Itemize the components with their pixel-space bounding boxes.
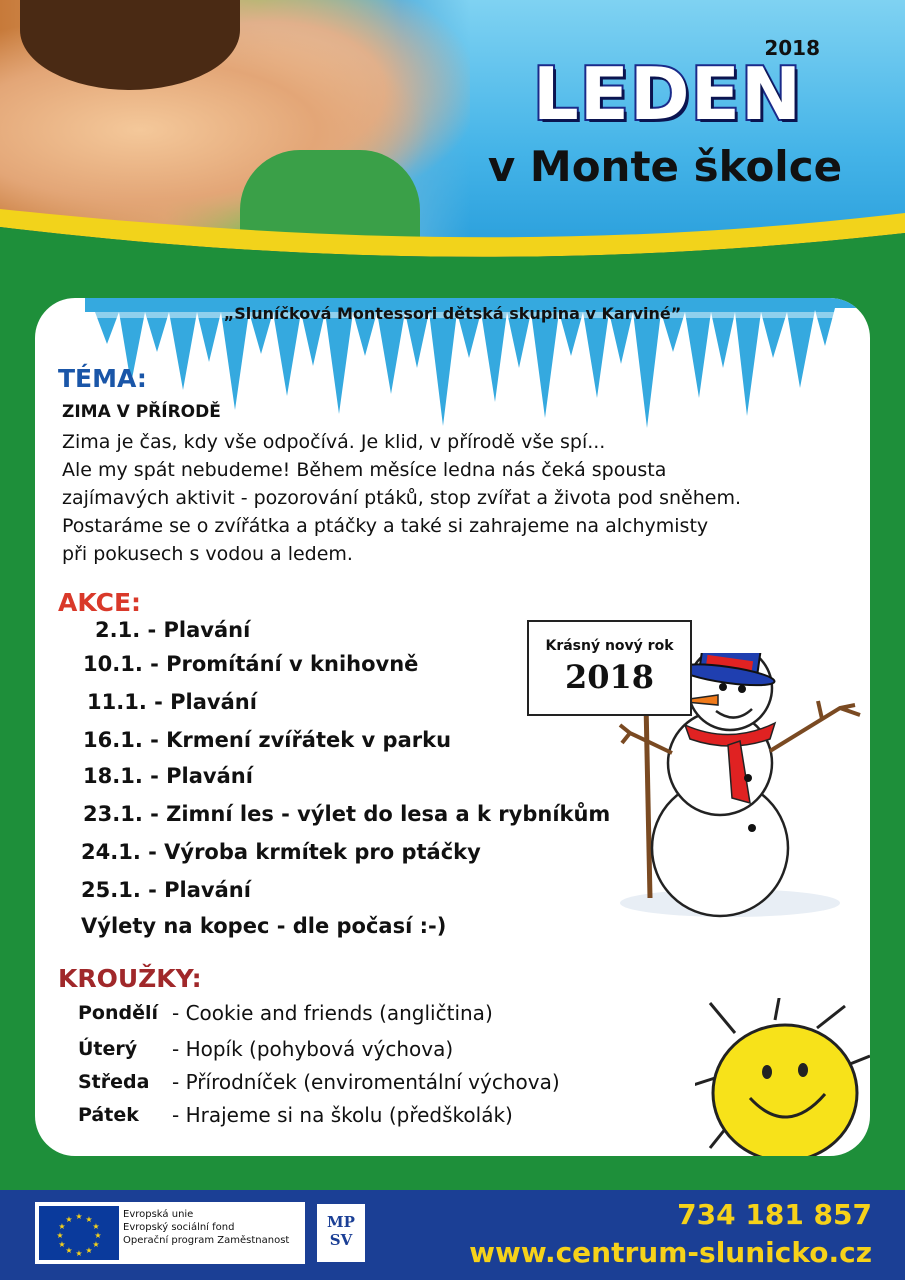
event-item: 25.1. - Plavání: [81, 878, 251, 902]
svg-text:★: ★: [85, 1215, 93, 1224]
tema-heading: TÉMA:: [58, 364, 147, 393]
sun-illustration: [695, 998, 870, 1156]
svg-text:★: ★: [58, 1222, 66, 1231]
mpsv-line1: MP: [327, 1213, 355, 1231]
svg-text:★: ★: [75, 1249, 83, 1258]
mpsv-line2: SV: [329, 1231, 353, 1249]
svg-text:★: ★: [94, 1231, 102, 1240]
eu-line: Evropská unie: [123, 1209, 194, 1220]
group-name: „Sluníčková Montessori dětská skupina v Karviné”: [223, 304, 682, 323]
new-year-sign: [527, 620, 692, 716]
krouzek-day: Pátek: [78, 1104, 139, 1126]
footer-bar: [0, 1190, 905, 1280]
svg-text:★: ★: [65, 1215, 73, 1224]
page-subtitle: v Monte školce: [487, 142, 843, 191]
tema-line: Zima je čas, kdy vše odpočívá. Je klid, v přírodě vše spí...: [62, 431, 606, 453]
tema-text: [62, 428, 862, 568]
sign-line2: 2018: [564, 658, 655, 696]
svg-text:★: ★: [85, 1246, 93, 1255]
tema-line: zajímavých aktivit - pozorování ptáků, stop zvířat a života pod sněhem.: [62, 487, 742, 509]
content-card: [35, 298, 870, 1156]
header-wave: [0, 205, 905, 295]
tema-subheading: ZIMA V PŘÍRODĚ: [62, 402, 221, 422]
eu-flag-icon: [39, 1206, 119, 1260]
page-title: LEDEN: [532, 52, 803, 136]
krouzek-day: Úterý: [78, 1038, 138, 1060]
eu-logo-box: [35, 1202, 305, 1264]
sign-line1: Krásný nový rok: [545, 638, 674, 654]
header-year: 2018: [764, 36, 820, 60]
svg-text:★: ★: [58, 1240, 66, 1249]
event-item: 24.1. - Výroba krmítek pro ptáčky: [81, 840, 481, 864]
akce-heading: AKCE:: [58, 588, 142, 617]
svg-text:★: ★: [65, 1246, 73, 1255]
krouzek-day: Pondělí: [78, 1002, 159, 1024]
krouzek-day: Středa: [78, 1071, 150, 1093]
krouzky-heading: KROUŽKY:: [58, 964, 202, 993]
event-item: 11.1. - Plavání: [87, 690, 257, 714]
phone-number: 734 181 857: [677, 1198, 872, 1231]
svg-text:★: ★: [56, 1231, 64, 1240]
krouzek-desc: - Přírodníček (enviromentální výchova): [172, 1070, 560, 1094]
eu-line: Evropský sociální fond: [123, 1222, 235, 1233]
tema-line: při pokusech s vodou a ledem.: [62, 543, 353, 565]
photo-hair: [20, 0, 240, 90]
event-item: 18.1. - Plavání: [83, 764, 253, 788]
krouzek-desc: - Hrajeme si na školu (předškolák): [172, 1103, 513, 1127]
event-item: 23.1. - Zimní les - výlet do lesa a k rybníkům: [83, 802, 611, 826]
tema-line: Postaráme se o zvířátka a ptáčky a také si zahrajeme na alchymisty: [62, 515, 709, 537]
tema-line: Ale my spát nebudeme! Během měsíce ledna nás čeká spousta: [62, 459, 667, 481]
svg-text:★: ★: [92, 1222, 100, 1231]
event-item: Výlety na kopec - dle počasí :-): [81, 914, 447, 938]
svg-text:★: ★: [92, 1240, 100, 1249]
event-item: 10.1. - Promítání v knihovně: [83, 652, 419, 676]
event-item: 2.1. - Plavání: [95, 618, 251, 642]
svg-text:★: ★: [75, 1212, 83, 1221]
website-link[interactable]: www.centrum-slunicko.cz: [469, 1236, 872, 1269]
krouzek-desc: - Hopík (pohybová výchova): [172, 1037, 454, 1061]
mpsv-logo: [315, 1202, 367, 1264]
krouzek-desc: - Cookie and friends (angličtina): [172, 1001, 493, 1025]
eu-text: [123, 1208, 289, 1247]
event-item: 16.1. - Krmení zvířátek v parku: [83, 728, 452, 752]
eu-line: Operační program Zaměstnanost: [123, 1235, 290, 1246]
